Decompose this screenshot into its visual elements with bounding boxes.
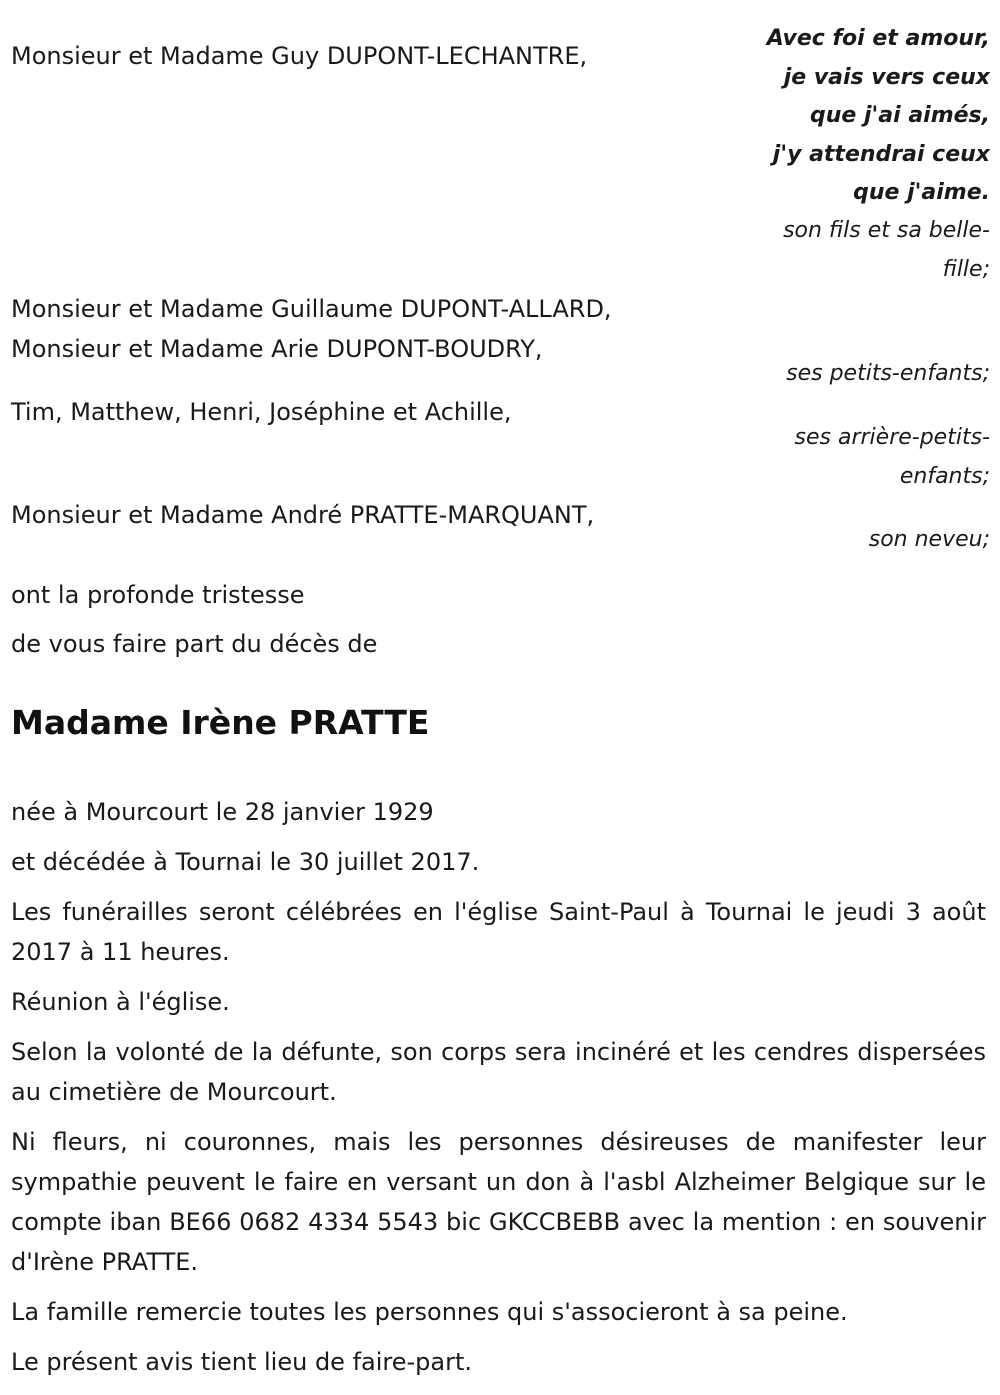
notice-info: Le présent avis tient lieu de faire-part. [11, 1348, 473, 1376]
donation-info: Ni fleurs, ni couronnes, mais les personnes désireuses de manifester leur sympathie peuvent le faire en versant un don à l'asbl Alzheimer Belgique sur le compte iban BE66 0682 4334 5543 bic GKCCBEBB avec la mention : en souvenir d'Irène PRATTE. [11, 1128, 986, 1276]
quote-line: je vais vers ceux [783, 64, 990, 90]
family-relation [795, 418, 990, 496]
family-name-line: Monsieur et Madame Guy DUPONT-LECHANTRE, [11, 42, 588, 70]
death-info: et décédée à Tournai le 30 juillet 2017. [11, 848, 480, 876]
quote-line: Avec foi et amour, [766, 26, 990, 51]
funeral-info: Les funérailles seront célébrées en l'église Saint-Paul à Tournai le jeudi 3 août 2017 à 11 heures. [11, 898, 986, 966]
quote-line: que j'aime. [853, 180, 990, 205]
deceased-name: Madame Irène PRATTE [11, 703, 430, 742]
family-name-line: Tim, Matthew, Henri, Joséphine et Achille, [11, 398, 512, 426]
relation-line: son fils et sa belle- [783, 218, 990, 243]
intro-line: de vous faire part du décès de [11, 630, 378, 658]
family-relation [869, 520, 990, 559]
relation-line: enfants; [899, 464, 990, 489]
details-section [11, 792, 986, 1392]
quote-line: j'y attendrai ceux [772, 141, 990, 167]
meeting-info: Réunion à l'église. [11, 988, 230, 1016]
family-name-line: Monsieur et Madame André PRATTE-MARQUANT, [11, 501, 595, 529]
relation-line: son neveu; [868, 527, 990, 552]
birth-info: née à Mourcourt le 28 janvier 1929 [11, 798, 434, 826]
family-relation [783, 211, 990, 289]
family-name-line: Monsieur et Madame Arie DUPONT-BOUDRY, [11, 335, 543, 363]
family-relation [786, 354, 990, 393]
family-name-line: Monsieur et Madame Guillaume DUPONT-ALLARD, [11, 295, 612, 323]
relation-line: ses arrière-petits- [794, 425, 990, 450]
relation-line: ses petits-enfants; [786, 361, 990, 386]
cremation-info: Selon la volonté de la défunte, son corps sera incinéré et les cendres dispersées au cimetière de Mourcourt. [11, 1038, 986, 1106]
intro-line: ont la profonde tristesse [11, 581, 305, 609]
quote-line: que j'ai aimés, [810, 103, 990, 128]
memorial-quote [767, 20, 990, 213]
relation-line: fille; [942, 257, 990, 282]
thanks-info: La famille remercie toutes les personnes qui s'associeront à sa peine. [11, 1298, 848, 1326]
